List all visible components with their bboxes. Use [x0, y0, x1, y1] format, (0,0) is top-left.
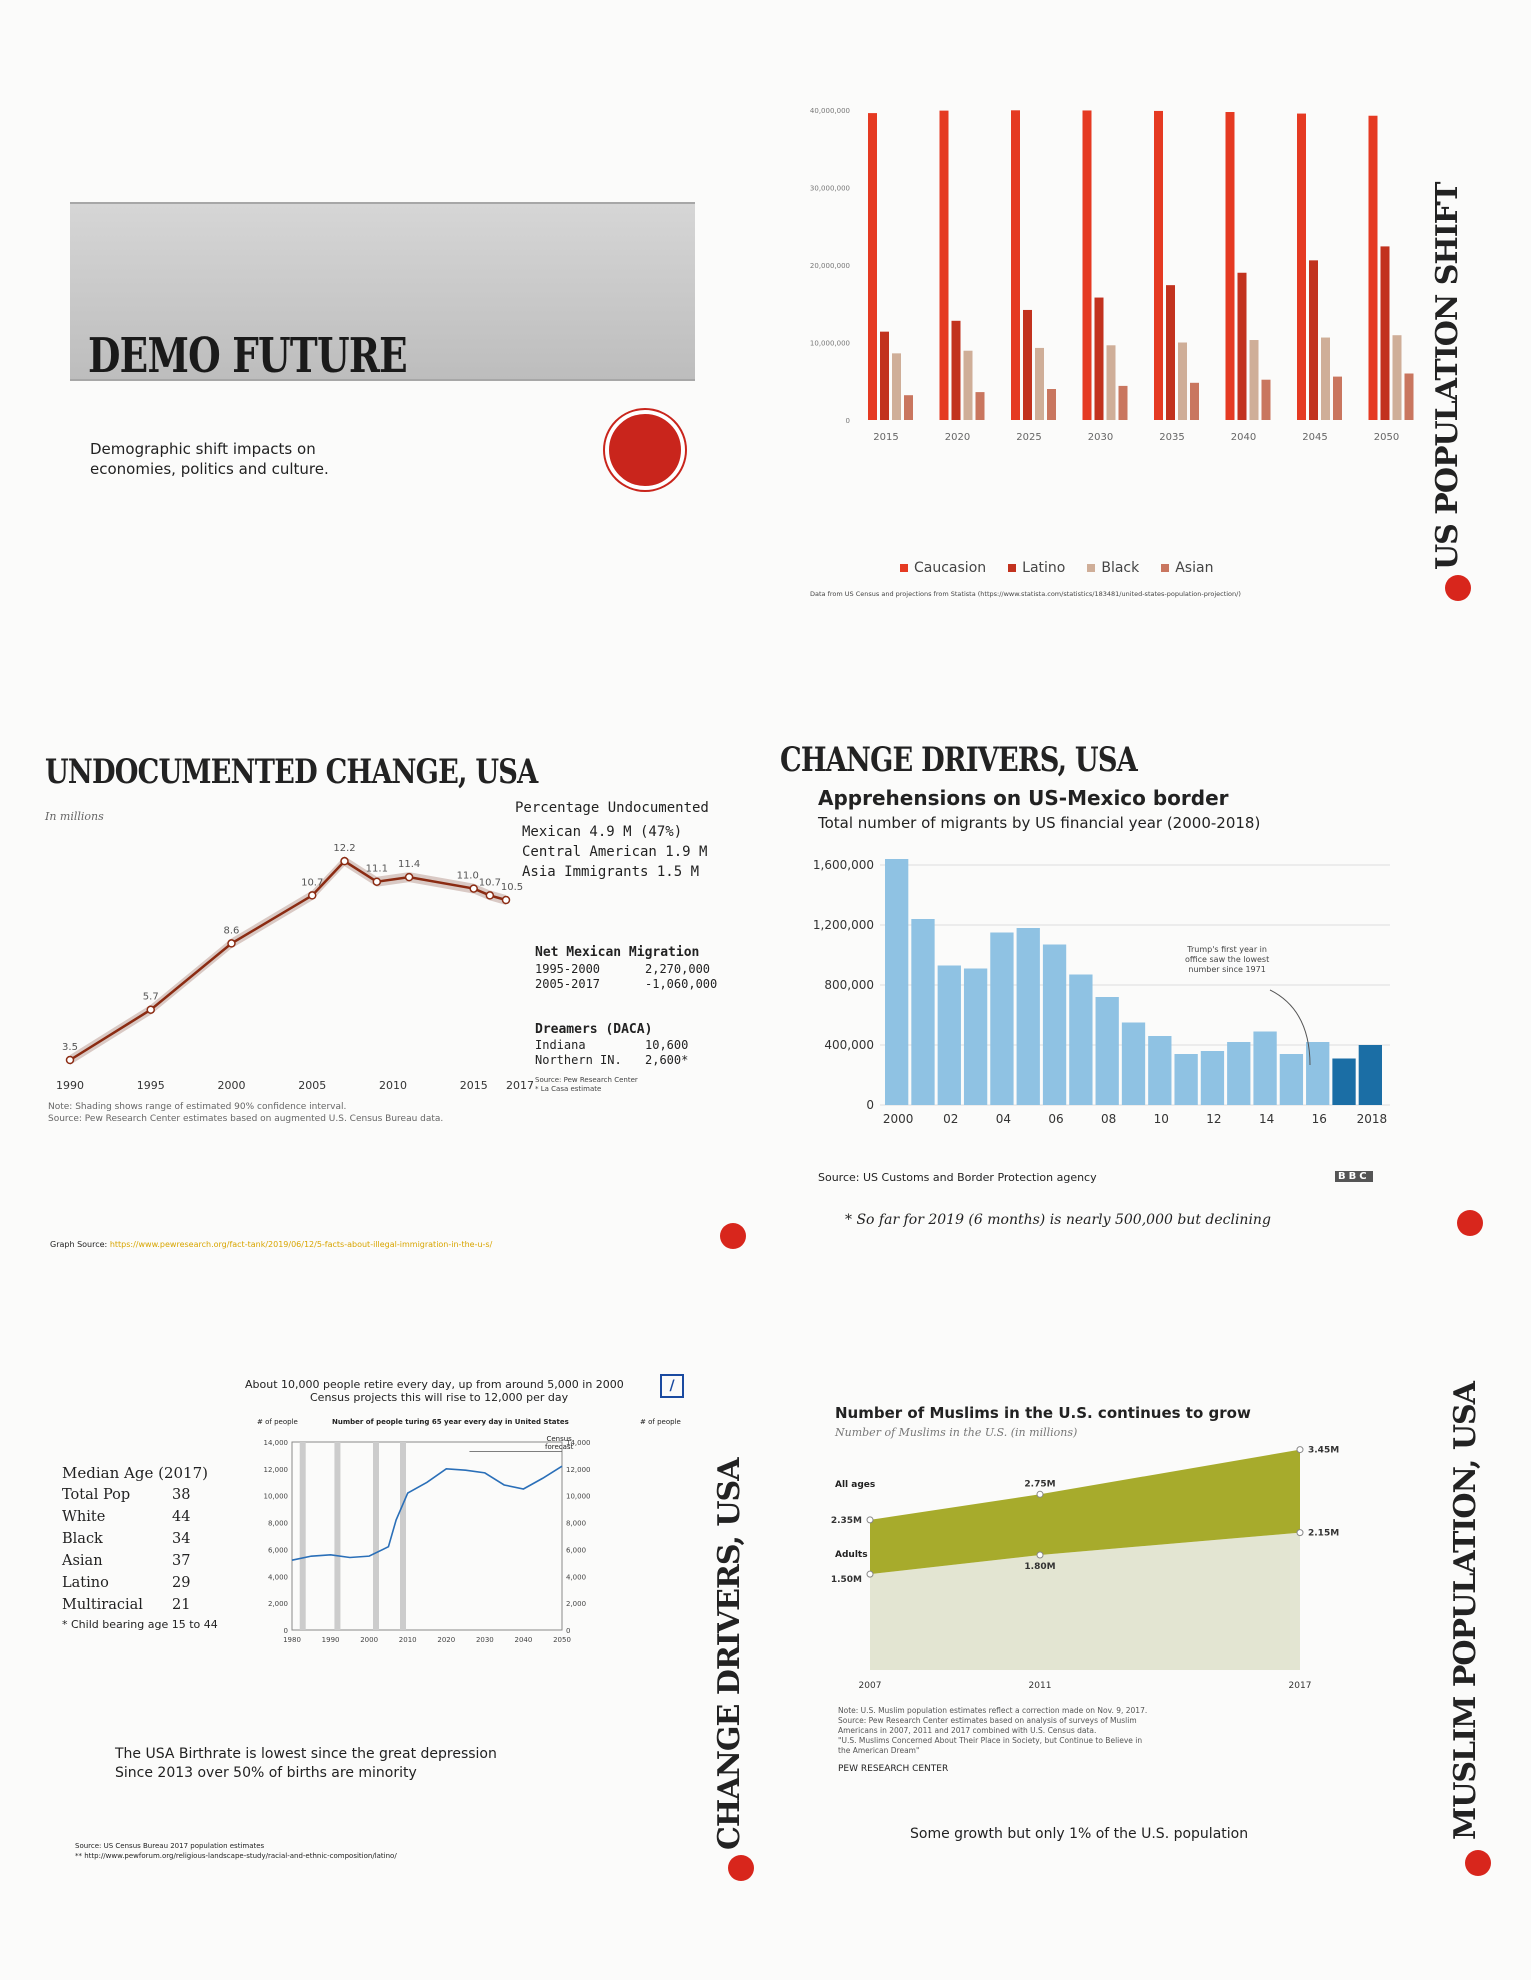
app-y-tick: 800,000: [824, 978, 874, 992]
dreamers-region: Indiana: [535, 1038, 586, 1052]
median-group: Asian: [62, 1553, 103, 1569]
pop-bar-black: [1250, 340, 1259, 420]
pop-x-tick: 2030: [1087, 432, 1114, 443]
median-value: 21: [172, 1597, 191, 1613]
slide-retirements: [40, 1360, 760, 1880]
undoc-x-tick: 2017: [506, 1079, 534, 1092]
pop-legend-item: [1008, 560, 1065, 576]
app-annotation-line: office saw the lowest: [1185, 955, 1270, 964]
retire-y-tick-right: 10,000: [566, 1492, 591, 1501]
pop-legend-label: Asian: [1175, 560, 1214, 576]
adults-label: Adults: [835, 1550, 868, 1560]
app-bar: [1201, 1051, 1224, 1105]
migration-row: [535, 962, 717, 977]
pop-bar-black: [1178, 343, 1187, 421]
pop-x-tick: 2045: [1302, 432, 1328, 443]
retire-y-tick-left: 8,000: [267, 1519, 288, 1528]
census-forecast-label: [545, 1435, 573, 1451]
pop-bar-latino: [1238, 273, 1247, 420]
retirements-line-chart: [240, 1430, 680, 1680]
app-x-tick: 2000: [882, 1112, 914, 1126]
graph-source-label: Graph Source:: [50, 1240, 108, 1249]
pop-bar-latino: [1381, 246, 1390, 420]
undoc-value-label: 11.4: [397, 859, 421, 871]
app-bar: [1043, 945, 1066, 1106]
pop-bar-asian: [1119, 386, 1128, 420]
muslim-point: [867, 1571, 873, 1577]
median-value: 37: [172, 1553, 191, 1569]
retire-y-tick-left: 4,000: [267, 1573, 288, 1582]
pop-bar-asian: [1405, 374, 1414, 421]
pop-bar-caucasion: [1083, 110, 1092, 420]
pop-bar-caucasion: [1297, 114, 1306, 420]
muslim-area-chart: [830, 1430, 1390, 1710]
median-row: [62, 1484, 190, 1506]
app-x-tick: 10: [1153, 1112, 1169, 1126]
dreamers-title: Dreamers (DACA): [535, 1022, 653, 1037]
median-value: 38: [172, 1487, 191, 1503]
median-row: [62, 1550, 190, 1572]
median-group: Total Pop: [62, 1487, 131, 1503]
forecast-line: Census: [546, 1435, 572, 1443]
apprehension-source: Source: US Customs and Border Protection agency: [818, 1171, 1097, 1184]
pop-bar-asian: [976, 392, 985, 420]
pop-legend-swatch: [1161, 564, 1169, 572]
muslim-value-label: 2.35M: [830, 1515, 862, 1526]
median-rows: [62, 1484, 190, 1616]
pop-y-tick: 30,000,000: [809, 184, 850, 193]
app-bar: [885, 859, 908, 1105]
undoc-value-label: 10.7: [478, 877, 501, 889]
undoc-value-label: 12.2: [333, 843, 356, 855]
app-bar: [990, 933, 1013, 1106]
apprehension-chart-subtitle: Total number of migrants by US financial year (2000-2018): [818, 814, 1261, 832]
retire-y-tick-right: 12,000: [566, 1465, 591, 1474]
migration-value: -1,060,000: [645, 977, 718, 991]
pop-bar-asian: [1262, 380, 1271, 420]
pop-bar-asian: [1333, 377, 1342, 420]
muslim-point: [1297, 1530, 1303, 1536]
undoc-x-tick: 2010: [378, 1079, 407, 1092]
slide1-subtitle-1: Demographic shift impacts on: [90, 440, 316, 458]
pop-x-tick: 2020: [944, 432, 971, 443]
undoc-x-tick: 2005: [298, 1079, 327, 1092]
retire-y-tick-left: 12,000: [263, 1465, 288, 1474]
pop-bar-black: [892, 353, 901, 420]
pop-bar-asian: [904, 395, 913, 420]
app-annotation-line: Trump's first year in: [1187, 945, 1267, 954]
apprehensions-bar-chart: [790, 840, 1410, 1140]
slide-demo-future: [40, 150, 730, 510]
muslim-note-line: "U.S. Muslims Concerned About Their Place in Society, but Continue to Believe in: [838, 1736, 1143, 1745]
pop-legend-swatch: [1008, 564, 1016, 572]
retire-y-tick-right: 4,000: [566, 1573, 587, 1582]
undoc-point: [147, 1006, 154, 1013]
pop-y-tick: 20,000,000: [809, 262, 850, 270]
undoc-point: [341, 858, 348, 865]
app-bar: [938, 966, 961, 1106]
retire-y-tick-right: 2,000: [566, 1600, 587, 1609]
retire-y-tick-left: 14,000: [263, 1439, 288, 1447]
slide-apprehensions: [780, 730, 1520, 1260]
undoc-point: [373, 878, 380, 885]
pop-bar-latino: [880, 332, 889, 420]
undoc-value-label: 11.0: [456, 870, 479, 882]
app-bar: [1122, 1023, 1145, 1106]
app-y-tick: 1,200,000: [812, 918, 874, 932]
muslim-note-line: the American Dream": [838, 1746, 920, 1755]
muslim-value-label: 2.15M: [1308, 1528, 1340, 1539]
retire-x-tick: 2020: [437, 1636, 456, 1644]
muslim-point: [1037, 1491, 1043, 1497]
muslim-note: [838, 1706, 1147, 1756]
migration-value: 2,270,000: [645, 962, 711, 976]
median-value: 34: [172, 1531, 191, 1547]
app-bar: [1280, 1054, 1303, 1105]
retire-x-tick: 1990: [321, 1636, 340, 1644]
pop-x-tick: 2025: [1016, 432, 1042, 443]
retire-series-line: [292, 1466, 562, 1560]
slide2-title: US POPULATION SHIFT: [1430, 182, 1465, 570]
dreamers-value: 2,600*: [645, 1053, 689, 1067]
muslim-caption: Some growth but only 1% of the U.S. population: [910, 1826, 1249, 1842]
muslim-note-line: Americans in 2007, 2011 and 2017 combined with U.S. Census data.: [838, 1726, 1097, 1735]
pew-brand: PEW RESEARCH CENTER: [838, 1764, 949, 1774]
undoc-point: [503, 897, 510, 904]
pop-bar-latino: [1095, 298, 1104, 420]
dreamers-value: 10,600: [645, 1038, 689, 1052]
pop-legend-swatch: [900, 564, 908, 572]
slide3-units: In millions: [45, 810, 104, 823]
retire-y-tick-right: 6,000: [566, 1546, 587, 1555]
slide5-dot: [728, 1855, 754, 1881]
app-x-tick: 2018: [1356, 1112, 1388, 1126]
muslim-value-label: 3.45M: [1308, 1445, 1340, 1456]
undoc-right-line: Asia Immigrants 1.5 M: [522, 864, 700, 880]
median-group: White: [62, 1509, 106, 1525]
retire-x-tick: 2040: [514, 1636, 533, 1644]
graph-source-link[interactable]: https://www.pewresearch.org/fact-tank/2019/06/12/5-facts-about-illegal-immigration-in-the-u-s/: [109, 1240, 493, 1249]
app-x-tick: 14: [1258, 1112, 1275, 1126]
pop-bar-latino: [1166, 285, 1175, 420]
undoc-point: [406, 874, 413, 881]
retire-y-tick-right: 8,000: [566, 1519, 587, 1528]
median-value: 29: [172, 1575, 191, 1591]
forecast-line: forecast: [545, 1443, 574, 1451]
retire-y-tick-right: 14,000: [566, 1439, 591, 1447]
muslim-value-label: 2.75M: [1024, 1479, 1056, 1490]
pop-bar-caucasion: [940, 111, 949, 420]
undoc-value-label: 10.5: [500, 882, 524, 893]
undoc-point: [309, 892, 316, 899]
median-row: [62, 1572, 190, 1594]
recession-band: [373, 1442, 379, 1630]
app-bar: [911, 919, 934, 1105]
slide3-note2: Source: Pew Research Center estimates based on augmented U.S. Census Bureau data.: [48, 1114, 444, 1124]
undoc-point: [486, 892, 493, 899]
pop-bar-caucasion: [1154, 111, 1163, 420]
app-bar: [1017, 928, 1040, 1105]
retire-y-tick-left: 10,000: [263, 1492, 288, 1501]
slide4-dot: [1457, 1210, 1483, 1236]
all-ages-label: All ages: [835, 1480, 876, 1490]
child-note: * Child bearing age 15 to 44: [62, 1618, 218, 1631]
pop-legend-label: Black: [1101, 560, 1140, 576]
retire-x-tick: 2050: [553, 1636, 571, 1644]
median-value: 44: [172, 1509, 191, 1525]
retire-y-tick-left: 2,000: [267, 1600, 288, 1609]
pop-legend-label: Caucasion: [914, 560, 987, 576]
slide3-note1: Note: Shading shows range of estimated 90% confidence interval.: [48, 1102, 347, 1112]
pop-bar-black: [1035, 348, 1044, 420]
retire-y-tick-left: 6,000: [267, 1546, 288, 1555]
muslim-point: [867, 1517, 873, 1523]
undoc-right-line: Central American 1.9 M: [522, 844, 708, 860]
pop-bar-latino: [1309, 260, 1318, 420]
deutsche-logo-glyph: /: [669, 1378, 675, 1394]
median-row: [62, 1528, 190, 1550]
muslim-chart-subtitle: Number of Muslims in the U.S. (in millions): [835, 1426, 1078, 1439]
recession-band: [334, 1442, 340, 1630]
pop-bar-caucasion: [1226, 112, 1235, 420]
retire-head-2: Census projects this will rise to 12,000 per day: [310, 1391, 569, 1404]
pop-bar-caucasion: [1011, 110, 1020, 420]
retire-frame: [292, 1442, 562, 1630]
pop-bar-asian: [1047, 389, 1056, 420]
migration-rows: [535, 962, 717, 992]
retire-y-tick-left: 0: [283, 1627, 288, 1635]
undoc-point: [228, 940, 235, 947]
slide-undocumented: [40, 740, 760, 1260]
app-bar: [964, 969, 987, 1106]
muslim-value-label: 1.50M: [830, 1575, 862, 1586]
pop-legend-item: [1087, 560, 1139, 576]
axis-right-label: # of people: [640, 1418, 681, 1426]
pop-x-tick: 2050: [1373, 432, 1400, 443]
app-bar: [1227, 1042, 1250, 1105]
app-x-tick: 08: [1101, 1112, 1117, 1126]
dreamers-source: Source: Pew Research Center: [535, 1076, 638, 1084]
median-group: Black: [62, 1531, 103, 1547]
pop-legend-item: [900, 560, 986, 576]
dreamers-rows: [535, 1038, 688, 1068]
slide6-dot: [1465, 1850, 1491, 1876]
app-x-tick: 12: [1206, 1112, 1222, 1126]
recession-band: [300, 1442, 306, 1630]
undoc-x-tick: 1995: [136, 1079, 165, 1092]
slide2-dot: [1445, 575, 1471, 601]
migration-row: [535, 977, 717, 992]
median-row: [62, 1594, 190, 1616]
app-bar: [1253, 1032, 1276, 1106]
dreamers-row: [535, 1038, 688, 1053]
app-annotation-line: number since 1971: [1188, 965, 1266, 974]
muslim-x-tick: 2011: [1028, 1681, 1052, 1691]
pop-bar-caucasion: [1369, 116, 1378, 420]
muslim-value-label: 1.80M: [1024, 1562, 1056, 1572]
app-x-tick: 16: [1311, 1112, 1327, 1126]
pop-bar-black: [1321, 338, 1330, 420]
app-y-tick: 1,600,000: [812, 858, 874, 872]
retire-y-tick-right: 0: [566, 1627, 571, 1635]
app-bar: [1069, 975, 1092, 1106]
slide1-title: DEMO FUTURE: [88, 328, 407, 384]
pop-bar-black: [1107, 345, 1116, 420]
migration-title: Net Mexican Migration: [535, 945, 700, 960]
app-x-tick: 04: [995, 1112, 1012, 1126]
undoc-series-line: [70, 861, 506, 1060]
birthrate-2: Since 2013 over 50% of births are minority: [115, 1765, 417, 1781]
retire-x-tick: 1980: [283, 1636, 301, 1644]
undoc-x-tick: 2015: [459, 1079, 488, 1092]
deutsche-logo: [660, 1374, 684, 1398]
muslim-chart-title: Number of Muslims in the U.S. continues to grow: [835, 1404, 1251, 1422]
undoc-confidence-band: [70, 856, 506, 1065]
muslim-x-tick: 2007: [858, 1681, 882, 1691]
retire-head-1: About 10,000 people retire every day, up from around 5,000 in 2000: [245, 1378, 624, 1391]
muslim-point: [1037, 1552, 1043, 1558]
retire-source-2: ** http://www.pewforum.org/religious-landscape-study/racial-and-ethnic-composition/latino/: [75, 1852, 397, 1860]
graph-source: [50, 1240, 492, 1249]
retire-source-1: Source: US Census Bureau 2017 population estimates: [75, 1842, 265, 1850]
dreamers-note: * La Casa estimate: [535, 1085, 602, 1093]
migration-period: 2005-2017: [535, 977, 601, 991]
app-y-tick: 0: [866, 1098, 874, 1112]
pop-bar-asian: [1190, 383, 1199, 420]
dreamers-region: Northern IN.: [535, 1053, 622, 1067]
slide-muslim-population: [780, 1370, 1520, 1890]
retire-chart-label: Number of people turing 65 year every day in United States: [332, 1418, 569, 1426]
pop-bar-black: [964, 351, 973, 420]
slide5-title: CHANGE DRIVERS, USA: [712, 1458, 747, 1850]
recession-band: [400, 1442, 406, 1630]
pop-x-tick: 2040: [1230, 432, 1257, 443]
undoc-value-label: 3.5: [62, 1042, 78, 1053]
dreamers-row: [535, 1053, 688, 1068]
undoc-point: [470, 885, 477, 892]
app-x-tick: 02: [943, 1112, 959, 1126]
pop-legend-swatch: [1087, 564, 1095, 572]
median-title: Median Age (2017): [62, 1464, 208, 1482]
population-legend: [900, 560, 1235, 576]
undoc-value-label: 11.1: [365, 863, 388, 875]
pop-y-tick: 10,000,000: [809, 339, 850, 348]
app-y-tick: 400,000: [824, 1038, 874, 1052]
retire-x-tick: 2000: [360, 1636, 379, 1644]
pop-x-tick: 2035: [1159, 432, 1185, 443]
slide-us-population: [770, 90, 1510, 630]
app-bar: [1332, 1059, 1355, 1106]
median-group: Multiracial: [62, 1597, 143, 1613]
app-x-tick: 06: [1048, 1112, 1064, 1126]
pop-bar-black: [1393, 335, 1402, 420]
pop-y-tick: 0: [845, 417, 850, 425]
muslim-note-line: Source: Pew Research Center estimates based on analysis of surveys of Muslim: [838, 1716, 1137, 1725]
undoc-x-tick: 1990: [56, 1079, 84, 1092]
app-bar: [1148, 1036, 1171, 1105]
retire-x-tick: 2010: [398, 1636, 417, 1644]
population-source: Data from US Census and projections from Statista (https://www.statista.com/statistics/183481/united-states-population-projection/): [810, 590, 1241, 598]
undoc-value-label: 10.7: [301, 877, 324, 889]
app-bar: [1359, 1045, 1382, 1105]
muslim-note-line: Note: U.S. Muslim population estimates reflect a correction made on Nov. 9, 2017.: [838, 1706, 1148, 1715]
slide6-title: MUSLIM POPULATION, USA: [1448, 1382, 1483, 1840]
apprehension-footnote: * So far for 2019 (6 months) is nearly 500,000 but declining: [845, 1212, 1271, 1228]
retire-x-tick: 2030: [475, 1636, 494, 1644]
app-bar: [1096, 997, 1119, 1105]
axis-left-label: # of people: [257, 1418, 298, 1426]
birthrate-1: The USA Birthrate is lowest since the great depression: [115, 1746, 497, 1762]
pop-legend-label: Latino: [1022, 560, 1066, 576]
undoc-value-label: 5.7: [142, 991, 159, 1003]
app-bar: [1174, 1054, 1197, 1105]
pop-bar-latino: [952, 321, 961, 420]
pop-bar-latino: [1023, 310, 1032, 420]
bbc-logo: BBC: [1335, 1171, 1373, 1182]
pop-bar-caucasion: [868, 113, 877, 420]
apprehension-chart-title: Apprehensions on US-Mexico border: [818, 786, 1229, 810]
muslim-x-tick: 2017: [1288, 1681, 1312, 1691]
undoc-right-line: Mexican 4.9 M (47%): [522, 824, 683, 840]
undoc-value-label: 8.6: [223, 925, 240, 937]
trump-annotation: [1185, 945, 1269, 975]
pop-y-tick: 40,000,000: [809, 107, 850, 115]
muslim-point: [1297, 1447, 1303, 1453]
undoc-right-lines: [522, 822, 707, 882]
slide3-dot: [720, 1223, 746, 1249]
median-row: [62, 1506, 190, 1528]
pop-legend-item: [1161, 560, 1213, 576]
slide1-badge: [605, 410, 685, 490]
pop-x-tick: 2015: [873, 432, 899, 443]
slide1-subtitle-2: economies, politics and culture.: [90, 460, 329, 478]
undoc-right-header: Percentage Undocumented: [515, 800, 709, 816]
undoc-x-tick: 2000: [217, 1079, 246, 1092]
undoc-point: [67, 1057, 74, 1064]
slide3-title: UNDOCUMENTED CHANGE, USA: [45, 752, 538, 792]
median-group: Latino: [62, 1575, 109, 1591]
migration-period: 1995-2000: [535, 962, 601, 976]
slide4-title: CHANGE DRIVERS, USA: [780, 740, 1137, 780]
population-bar-chart: [770, 90, 1450, 490]
